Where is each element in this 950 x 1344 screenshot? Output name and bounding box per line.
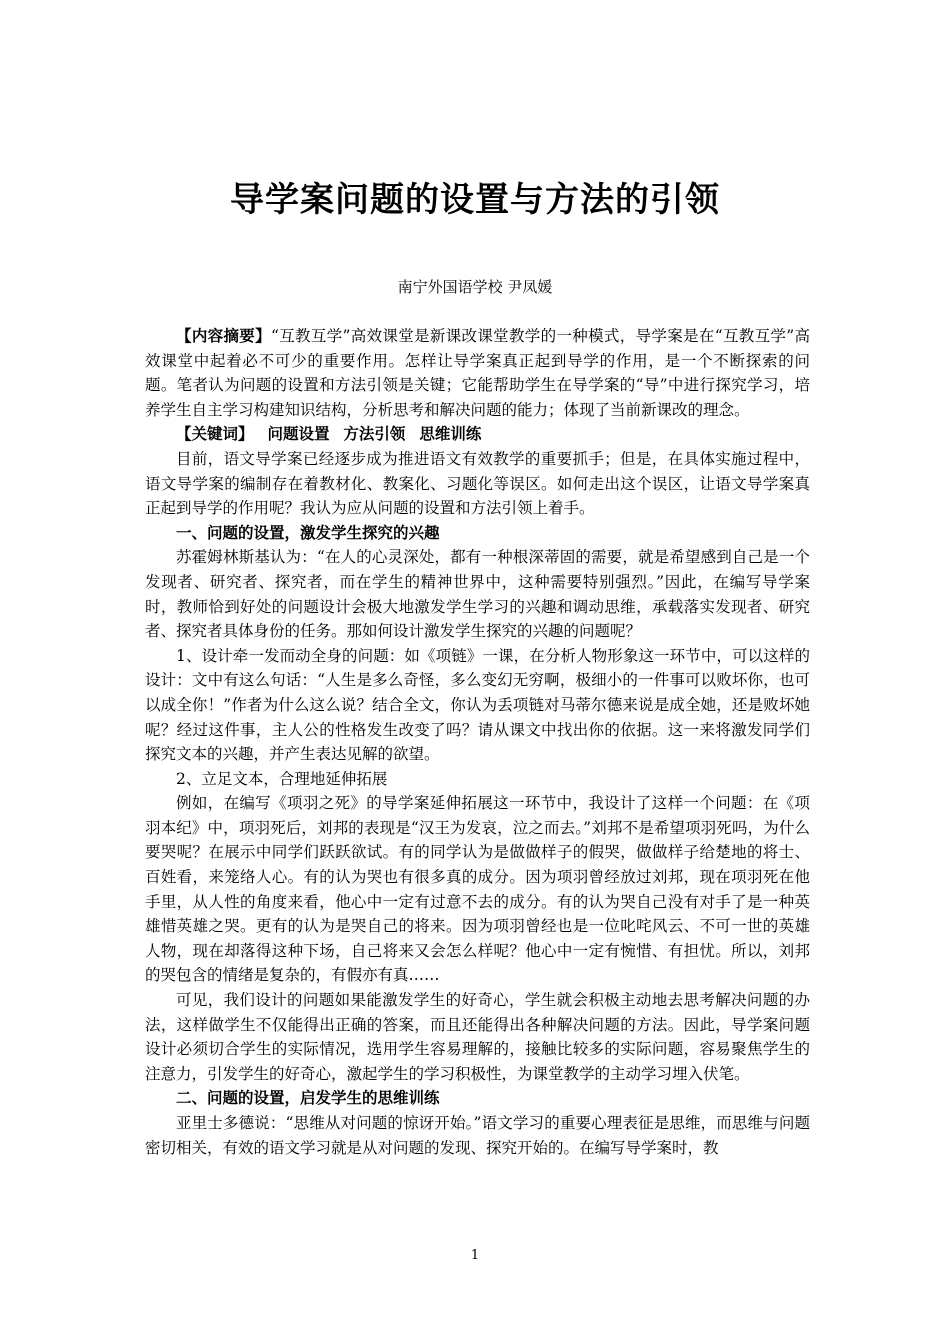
body-paragraph: 苏霍姆林斯基认为：“在人的心灵深处，都有一种根深蒂固的需要，就是希望感到自己是一个发现者、研究者、探究者，而在学生的精神世界中，这种需要特别强烈。”因此，在编写导学案时，教师恰到好处的问题设计会极大地激发学生学习的兴趣和调动思维，承载落实发现者、研究者、探究者具体身份的任务。那如何设计激发学生探究的兴趣的问题呢？ [145, 548, 810, 641]
section-heading: 一、问题的设置，激发学生探究的兴趣 [176, 523, 440, 542]
body-paragraph: 例如，在编写《项羽之死》的导学案延伸拓展这一环节中，我设计了这样一个问题：在《项羽本纪》中，项羽死后，刘邦的表现是“汉王为发哀，泣之而去。”刘邦不是希望项羽死吗，为什么要哭呢？在展示中同学们跃跃欲试。有的同学认为是做做样子的假哭，做做样子给楚地的将士、百姓看，来笼络人心。有的认为哭也有很多真的成分。因为项羽曾经放过刘邦，现在项羽死在他手里，从人性的角度来看，他心中一定有过意不去的成分。有的认为哭自己没有对手了是一种英雄惜英雄之哭。更有的认为是哭自己的将来。因为项羽曾经也是一位叱咤风云、不可一世的英雄人物，现在却落得这种下场，自己将来又会怎么样呢？他心中一定有惋惜、有担忧。所以，刘邦的哭包含的情绪是复杂的，有假亦有真…… [145, 794, 810, 985]
body-paragraph: 目前，语文导学案已经逐步成为推进语文有效教学的重要抓手；但是，在具体实施过程中，语文导学案的编制存在着教材化、教案化、习题化等误区。如何走出这个误区，让语文导学案真正起到导学的作用呢？我认为应从问题的设置和方法引领上着手。 [145, 449, 810, 518]
abstract-text: “互教互学”高效课堂是新课改课堂教学的一种模式，导学案是在“互教互学”高效课堂中起着必不可少的重要作用。怎样让导学案真正起到导学的作用，是一个不断探索的问题。笔者认为问题的设置和方法引领是关键；它能帮助学生在导学案的“导”中进行探究学习，培养学生自主学习构建知识结构，分析思考和解决问题的能力；体现了当前新课改的理念。 [145, 327, 810, 419]
keyword: 问题设置 [267, 425, 330, 444]
document-title: 导学案问题的设置与方法的引领 [230, 180, 720, 220]
document-body [145, 324, 810, 1160]
keyword: 方法引领 [343, 425, 406, 444]
body-paragraph: 1、设计牵一发而动全身的问题：如《项链》一课，在分析人物形象这一环节中，可以这样的设计：文中有这么句话：“人生是多么奇怪，多么变幻无穷啊，极细小的一件事可以败坏你，也可以成全你！”作者为什么这么说？结合全文，你认为丢项链对马蒂尔德来说是成全她，还是败坏她呢？经过这件事，主人公的性格发生改变了吗？请从课文中找出你的依据。这一来将激发同学们探究文本的兴趣，并产生表达见解的欲望。 [145, 646, 810, 764]
abstract-paragraph [145, 324, 810, 422]
page-number: 1 [470, 1248, 480, 1263]
sub-heading: 2、立足文本，合理地延伸拓展 [176, 769, 388, 788]
body-paragraph: 可见，我们设计的问题如果能激发学生的好奇心，学生就会积极主动地去思考解决问题的办法，这样做学生不仅能得出正确的答案，而且还能得出各种解决问题的方法。因此，导学案问题设计必须切合学生的实际情况，选用学生容易理解的，接触比较多的实际问题，容易聚焦学生的注意力，引发学生的好奇心，激起学生的学习积极性，为课堂教学的主动学习埋入伏笔。 [145, 991, 810, 1083]
section-heading: 二、问题的设置，启发学生的思维训练 [176, 1089, 440, 1108]
abstract-label: 【内容摘要】 [176, 327, 271, 345]
keyword: 思维训练 [419, 425, 482, 444]
author-line: 南宁外国语学校 尹凤媛 [397, 278, 553, 296]
keywords-line [145, 422, 810, 447]
keywords-label: 【关键词】 [176, 425, 254, 444]
body-paragraph: 亚里士多德说：“思维从对问题的惊讶开始。”语文学习的重要心理表征是思维，而思维与问题密切相关，有效的语文学习就是从对问题的发现、探究开始的。在编写导学案时，教 [145, 1114, 810, 1157]
